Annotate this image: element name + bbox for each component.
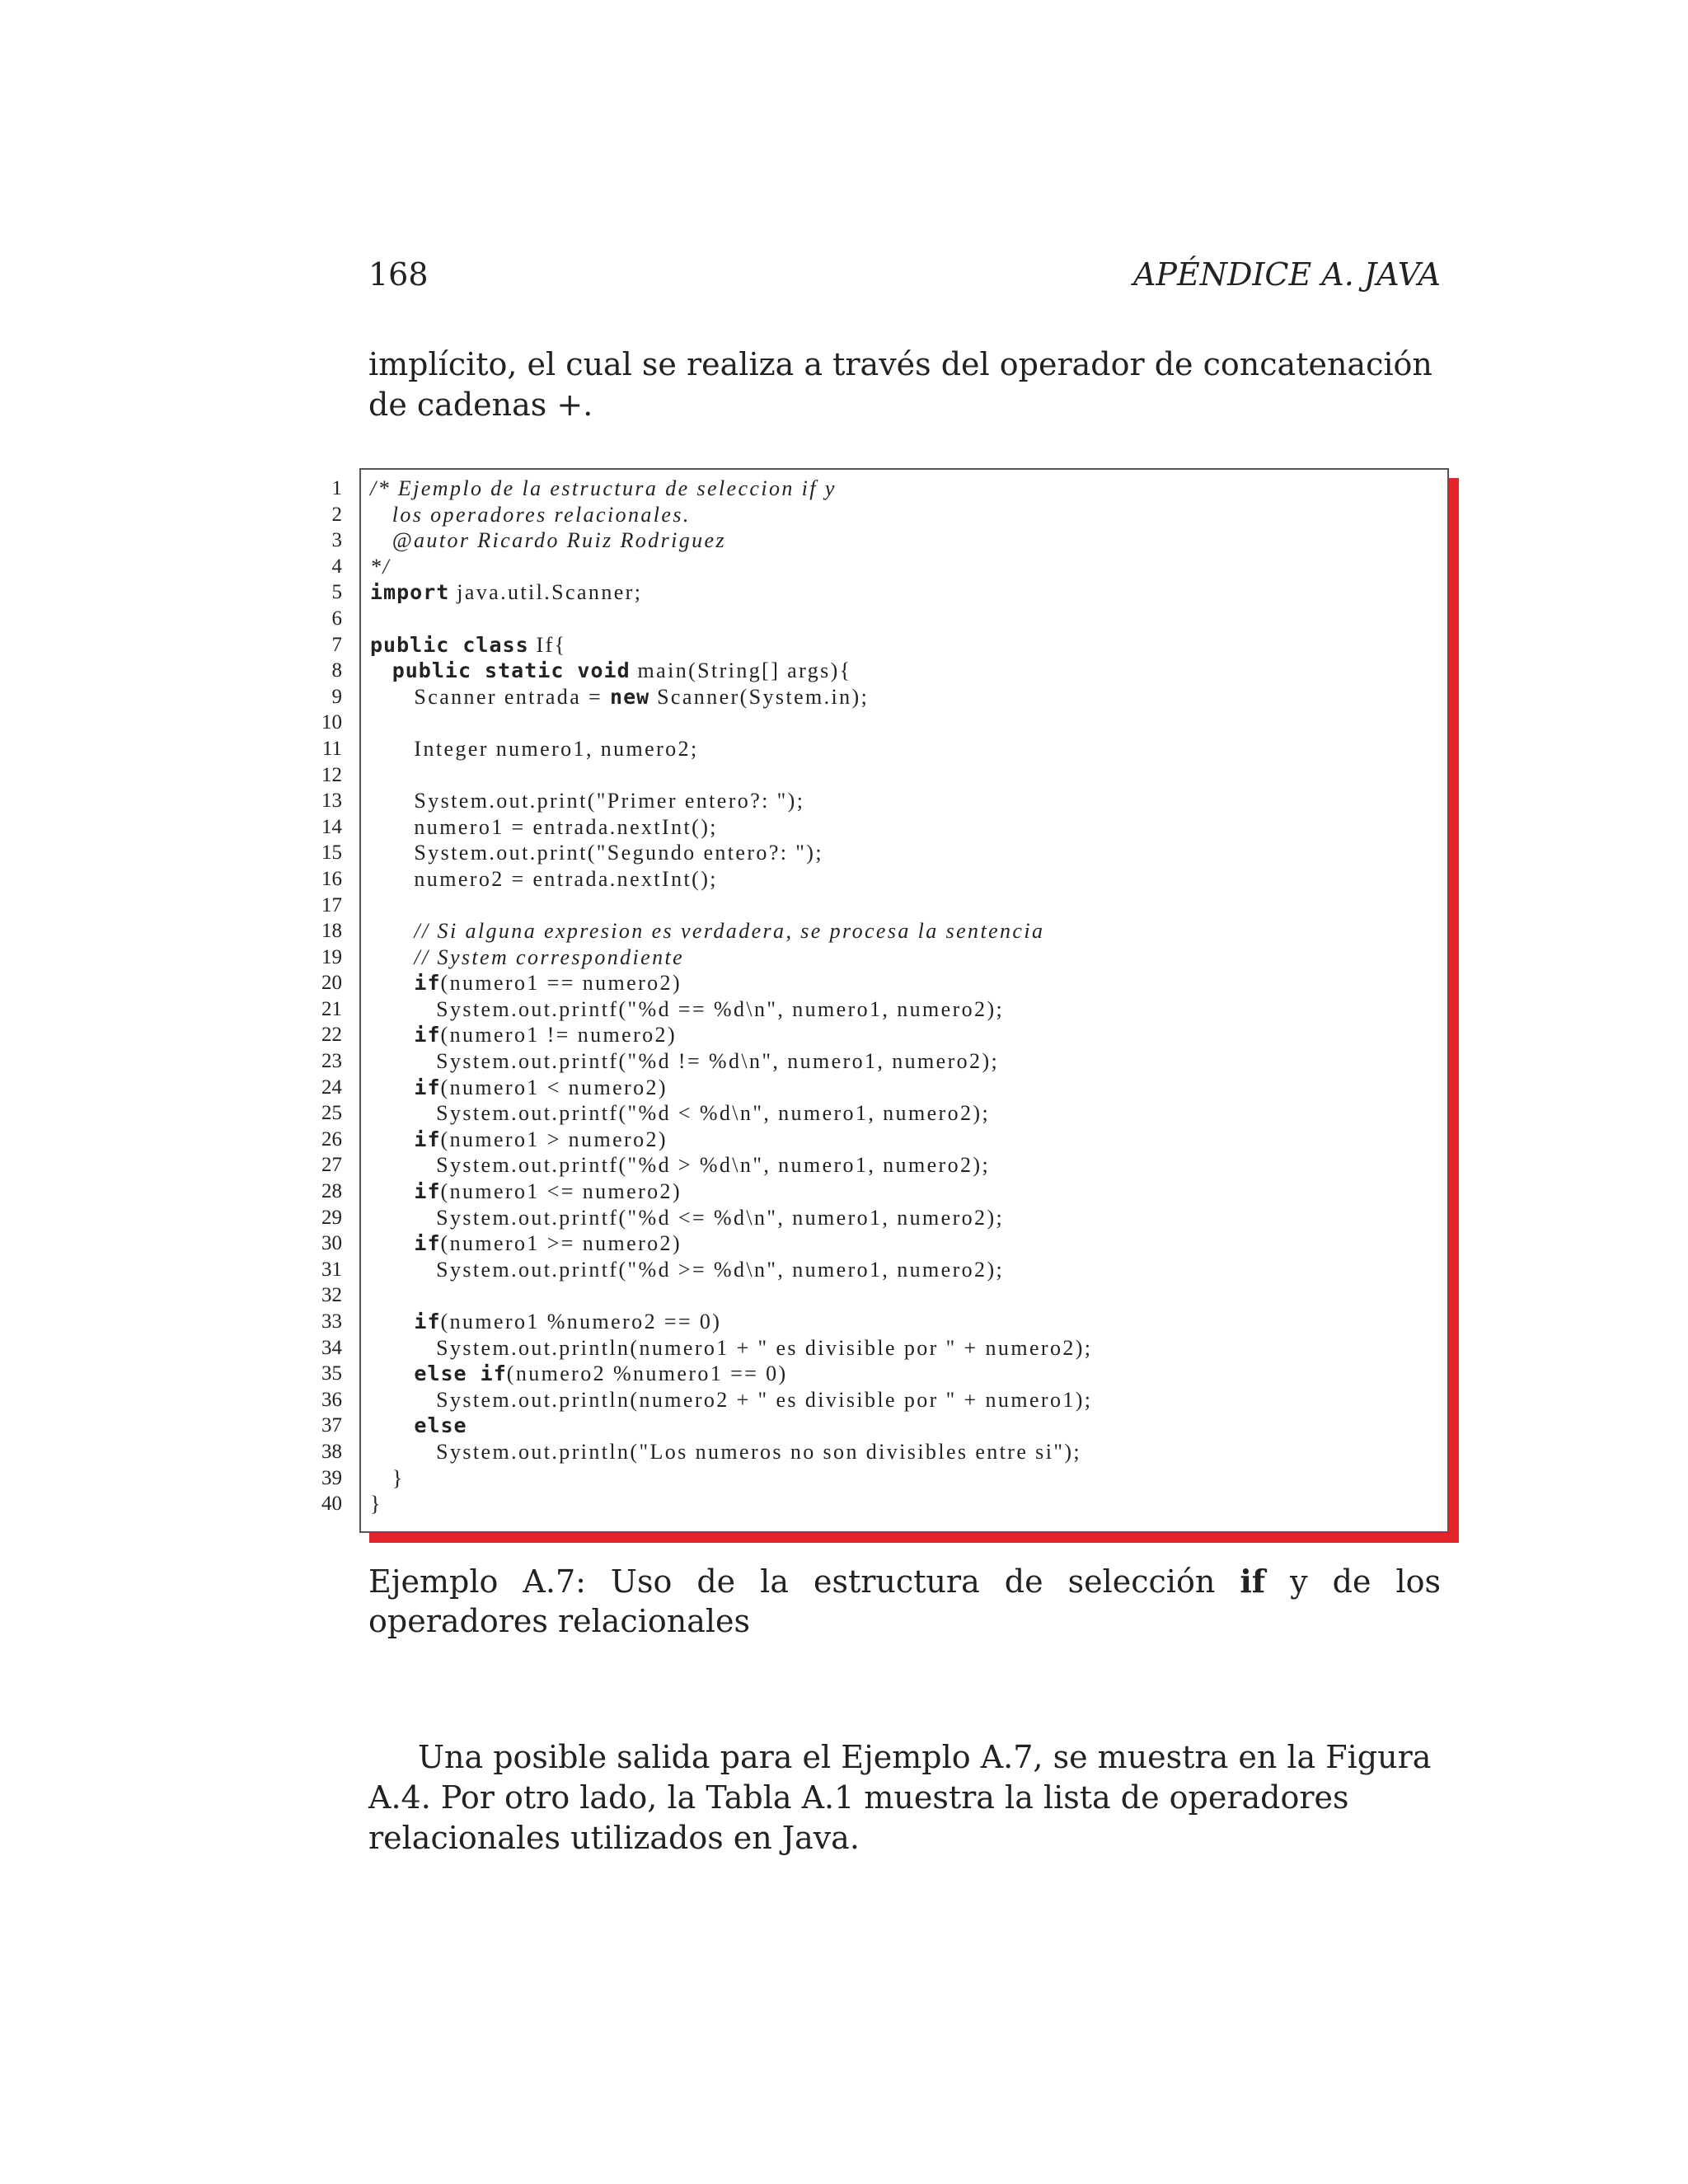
- code-text: (numero1 <= numero2): [440, 1179, 682, 1204]
- code-line: [370, 1257, 1442, 1283]
- code-text: */: [370, 554, 392, 579]
- line-number: 35: [321, 1362, 342, 1385]
- code-text: numero2 = entrada.nextInt();: [370, 866, 718, 891]
- line-number-gutter: [313, 476, 342, 1517]
- code-keyword: if: [414, 971, 441, 996]
- code-line: [370, 1022, 1442, 1048]
- code-text: (numero1 != numero2): [440, 1023, 677, 1047]
- code-line: [370, 658, 1442, 684]
- code-line: [370, 1309, 1442, 1335]
- line-number: 9: [331, 685, 342, 708]
- code-text: If{: [528, 632, 567, 657]
- code-line: [370, 1465, 1442, 1492]
- code-keyword: public class: [370, 632, 529, 657]
- code-text: System.out.print("Primer entero?: ");: [370, 789, 805, 813]
- line-number: 4: [331, 555, 342, 578]
- running-head: APÉNDICE A. JAVA: [1132, 256, 1441, 293]
- closing-paragraph: Una posible salida para el Ejemplo A.7, se muestra en la Figura A.4. Por otro lado, la Tabla A.1 muestra la lista de operadores relacionales utilizados en Java.: [368, 1739, 1432, 1856]
- code-text: /* Ejemplo de la estructura de seleccion if y: [370, 476, 837, 500]
- code-line: [370, 996, 1442, 1023]
- code-text: System.out.printf("%d == %d\n", numero1, numero2);: [370, 996, 1005, 1021]
- code-keyword: if: [414, 1023, 441, 1047]
- line-number: 6: [331, 607, 342, 630]
- code-line: [370, 814, 1442, 841]
- code-text: [370, 1361, 414, 1385]
- line-number: 7: [331, 633, 342, 656]
- line-number: 20: [321, 972, 342, 995]
- code-text: (numero2 %numero1 == 0): [506, 1361, 788, 1386]
- code-text: [370, 658, 392, 682]
- code-text: (numero1 == numero2): [440, 971, 682, 996]
- code-line: [370, 684, 1442, 710]
- code-comment-line: [370, 527, 1442, 554]
- code-keyword: if: [414, 1179, 441, 1204]
- line-number: 12: [321, 763, 342, 786]
- code-keyword: if: [414, 1127, 441, 1151]
- code-comment-line: [370, 554, 1442, 580]
- code-line: [370, 1361, 1442, 1387]
- code-line: [370, 1100, 1442, 1127]
- line-number: 14: [321, 815, 342, 838]
- code-text: System.out.printf("%d <= %d\n", numero1, numero2);: [370, 1205, 1005, 1230]
- code-text: }: [370, 1465, 405, 1490]
- code-line: [370, 579, 1442, 606]
- caption-text-before: Ejemplo A.7: Uso de la estructura de selección: [368, 1563, 1240, 1600]
- line-number: 30: [321, 1232, 342, 1255]
- line-number: 36: [321, 1388, 342, 1411]
- code-text: los operadores relacionales.: [370, 502, 691, 527]
- listing-caption: [368, 1562, 1441, 1641]
- line-number: 8: [331, 659, 342, 682]
- code-text: System.out.println("Los numeros no son divisibles entre si");: [370, 1439, 1082, 1464]
- code-line: [370, 893, 1442, 919]
- code-text: // System correspondiente: [370, 944, 685, 969]
- code-text: [370, 1076, 414, 1099]
- code-text: Integer numero1, numero2;: [370, 736, 699, 761]
- line-number: 26: [321, 1127, 342, 1151]
- line-number: 32: [321, 1284, 342, 1307]
- code-text: // Si alguna expresion es verdadera, se procesa la sentencia: [370, 919, 1045, 944]
- code-text: [370, 1023, 414, 1047]
- code-text: [370, 1231, 414, 1255]
- code-listing: [370, 476, 1442, 1517]
- page-number: 168: [368, 256, 429, 293]
- code-line: [370, 710, 1442, 736]
- code-keyword: new: [610, 684, 650, 709]
- line-number: 28: [321, 1180, 342, 1203]
- code-text: [370, 971, 414, 995]
- code-text: main(String[] args){: [630, 658, 852, 683]
- code-keyword: else if: [414, 1361, 507, 1386]
- code-line: [370, 1075, 1442, 1101]
- code-keyword: if: [414, 1310, 441, 1333]
- caption-keyword: if: [1240, 1563, 1266, 1600]
- line-number: 25: [321, 1102, 342, 1125]
- code-line: [370, 1127, 1442, 1153]
- code-comment-line: [370, 944, 1442, 971]
- line-number: 31: [321, 1258, 342, 1281]
- line-number: 21: [321, 997, 342, 1020]
- code-text: [370, 1413, 414, 1437]
- code-line: [370, 1179, 1442, 1205]
- code-line: [370, 1439, 1442, 1465]
- code-keyword: else: [414, 1413, 467, 1438]
- line-number: 17: [321, 893, 342, 916]
- code-line: [370, 1387, 1442, 1413]
- code-line: [370, 1335, 1442, 1361]
- code-keyword: import: [370, 580, 450, 605]
- line-number: 16: [321, 867, 342, 890]
- line-number: 13: [321, 790, 342, 813]
- code-text: numero1 = entrada.nextInt();: [370, 814, 718, 839]
- code-text: @autor Ricardo Ruiz Rodriguez: [370, 528, 726, 553]
- code-text: Scanner entrada =: [370, 684, 611, 709]
- line-number: 2: [331, 503, 342, 526]
- line-number: 19: [321, 945, 342, 968]
- code-text: System.out.println(numero2 + " es divisible por " + numero1);: [370, 1387, 1093, 1412]
- line-number: 15: [321, 841, 342, 865]
- line-number: 3: [331, 529, 342, 552]
- code-text: System.out.printf("%d >= %d\n", numero1, numero2);: [370, 1257, 1005, 1282]
- line-number: 24: [321, 1076, 342, 1099]
- code-line: [370, 970, 1442, 996]
- line-number: 39: [321, 1466, 342, 1489]
- code-text: (numero1 < numero2): [440, 1075, 668, 1099]
- code-line: [370, 1205, 1442, 1231]
- code-line: [370, 1048, 1442, 1075]
- line-number: 37: [321, 1414, 342, 1437]
- code-line: [370, 632, 1442, 658]
- caption-text-after: y de los operadores relacionales: [368, 1563, 1441, 1639]
- code-text: System.out.printf("%d < %d\n", numero1, numero2);: [370, 1101, 991, 1126]
- code-text: System.out.printf("%d != %d\n", numero1, numero2);: [370, 1049, 1000, 1074]
- line-number: 38: [321, 1440, 342, 1463]
- code-text: [370, 1179, 414, 1203]
- line-number: 22: [321, 1024, 342, 1047]
- code-text: (numero1 >= numero2): [440, 1231, 682, 1256]
- intro-paragraph: implícito, el cual se realiza a través del operador de concatenación de cadenas +.: [368, 346, 1432, 423]
- line-number: 11: [321, 737, 342, 760]
- code-line: [370, 866, 1442, 893]
- code-text: [370, 1310, 414, 1333]
- line-number: 1: [331, 477, 342, 499]
- line-number: 23: [321, 1050, 342, 1073]
- line-number: 34: [321, 1336, 342, 1359]
- code-line: [370, 840, 1442, 866]
- line-number: 40: [321, 1493, 342, 1516]
- code-line: [370, 1282, 1442, 1309]
- code-comment-line: [370, 476, 1442, 502]
- code-keyword: if: [414, 1075, 441, 1099]
- code-text: java.util.Scanner;: [449, 580, 643, 605]
- code-line: [370, 1491, 1442, 1517]
- line-number: 10: [321, 711, 342, 734]
- code-comment-line: [370, 918, 1442, 944]
- code-line: [370, 736, 1442, 762]
- code-line: [370, 1230, 1442, 1257]
- code-text: System.out.println(numero1 + " es divisible por " + numero2);: [370, 1335, 1093, 1360]
- code-text: Scanner(System.in);: [649, 684, 870, 709]
- code-line: [370, 606, 1442, 632]
- line-number: 33: [321, 1310, 342, 1333]
- line-number: 29: [321, 1206, 342, 1229]
- code-line: [370, 788, 1442, 814]
- code-text: (numero1 %numero2 == 0): [440, 1310, 722, 1333]
- code-text: System.out.printf("%d > %d\n", numero1, numero2);: [370, 1153, 991, 1178]
- code-line: [370, 1152, 1442, 1179]
- code-keyword: public static void: [392, 658, 631, 683]
- code-keyword: if: [414, 1231, 441, 1256]
- code-text: }: [370, 1492, 382, 1516]
- code-line: [370, 1413, 1442, 1439]
- line-number: 5: [331, 581, 342, 604]
- code-line: [370, 762, 1442, 789]
- line-number: 27: [321, 1154, 342, 1177]
- code-text: System.out.print("Segundo entero?: ");: [370, 841, 823, 865]
- code-comment-line: [370, 502, 1442, 528]
- line-number: 18: [321, 920, 342, 943]
- code-text: (numero1 > numero2): [440, 1127, 668, 1151]
- code-text: [370, 1127, 414, 1151]
